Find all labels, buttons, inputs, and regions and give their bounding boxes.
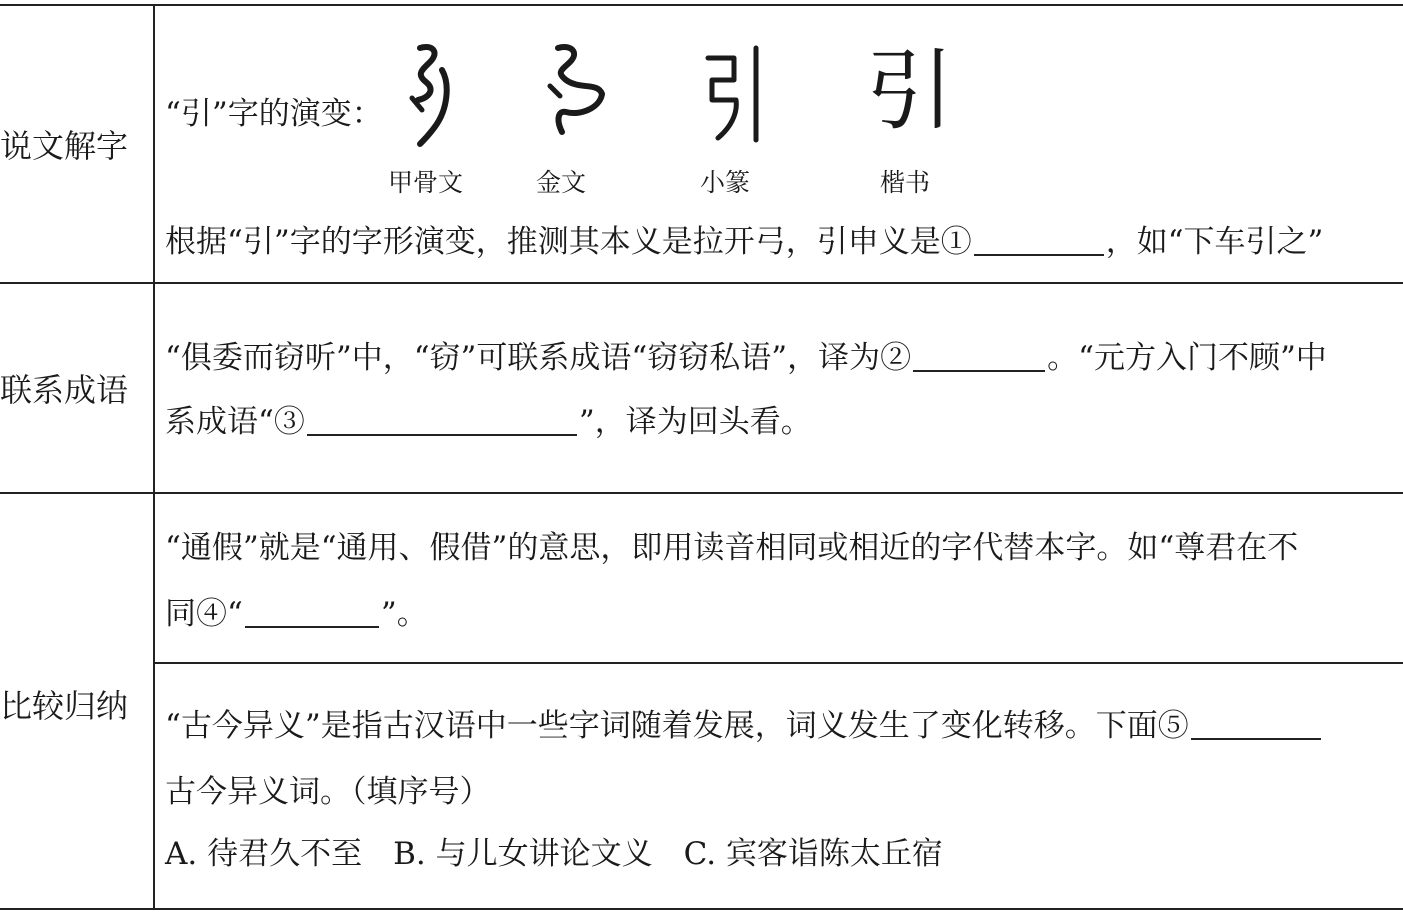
question-text: 根据“引”字的字形演变，推测其本义是拉开弓，引申义是① (165, 224, 972, 260)
row-divider-2 (0, 492, 1403, 494)
tongjia-line-1: “通假”就是“通用、假借”的意思，即用读音相同或相近的字代替本字。如“尊君在不 (165, 530, 1299, 566)
jinwen-glyph-icon (540, 42, 615, 142)
question-text: “古今异义”是指古汉语中一些字词随着发展，词义发生了变化转移。下面⑤ (165, 708, 1189, 744)
row-label-shuowen: 说文解字 (0, 127, 129, 165)
question-line-2a (165, 338, 1327, 378)
xiaozhuan-glyph-icon (700, 44, 770, 144)
question-text: ，如“下车引之” (1105, 224, 1324, 260)
question-text: 。“元方入门不顾”中 (1047, 340, 1327, 376)
row-label-bijiao: 比较归纳 (0, 687, 129, 725)
label-jiaguwen: 甲骨文 (388, 168, 464, 197)
answer-blank-1[interactable] (974, 224, 1104, 256)
sub-row-divider (155, 662, 1403, 664)
gujin-line-2: 古今异义词。（填序号） (165, 774, 491, 810)
question-text: ”，译为回头看。 (578, 404, 812, 440)
answer-blank-2[interactable] (913, 340, 1045, 372)
row-label-chengyu: 联系成语 (0, 371, 129, 409)
question-text: “俱委而窃听”中，“窃”可联系成语“窃窃私语”，译为② (165, 340, 912, 376)
table-border-bottom (0, 908, 1403, 910)
question-line-1 (165, 222, 1323, 262)
kaishu-glyph: 引 (866, 39, 955, 142)
answer-options: A. 待君久不至 B. 与儿女讲论文义 C. 宾客诣陈太丘宿 (165, 836, 943, 872)
label-xiaozhuan: 小篆 (700, 168, 751, 197)
answer-blank-4[interactable] (245, 596, 379, 628)
answer-blank-5[interactable] (1191, 708, 1321, 740)
label-jinwen: 金文 (536, 168, 587, 197)
column-divider (153, 4, 155, 910)
gujin-line-1 (165, 706, 1323, 746)
answer-blank-3[interactable] (307, 404, 577, 436)
jiaguwen-glyph-icon (398, 40, 468, 150)
question-line-2b (165, 402, 812, 442)
row-divider-1 (0, 282, 1403, 284)
question-text: 系成语“③ (165, 404, 305, 440)
evolution-intro: “引”字的演变： (165, 96, 383, 132)
question-text: ”。 (380, 596, 428, 632)
tongjia-line-2 (165, 594, 428, 634)
table-border-top (0, 4, 1403, 6)
label-kaishu: 楷书 (880, 168, 931, 197)
question-text: 同④“ (165, 596, 243, 632)
